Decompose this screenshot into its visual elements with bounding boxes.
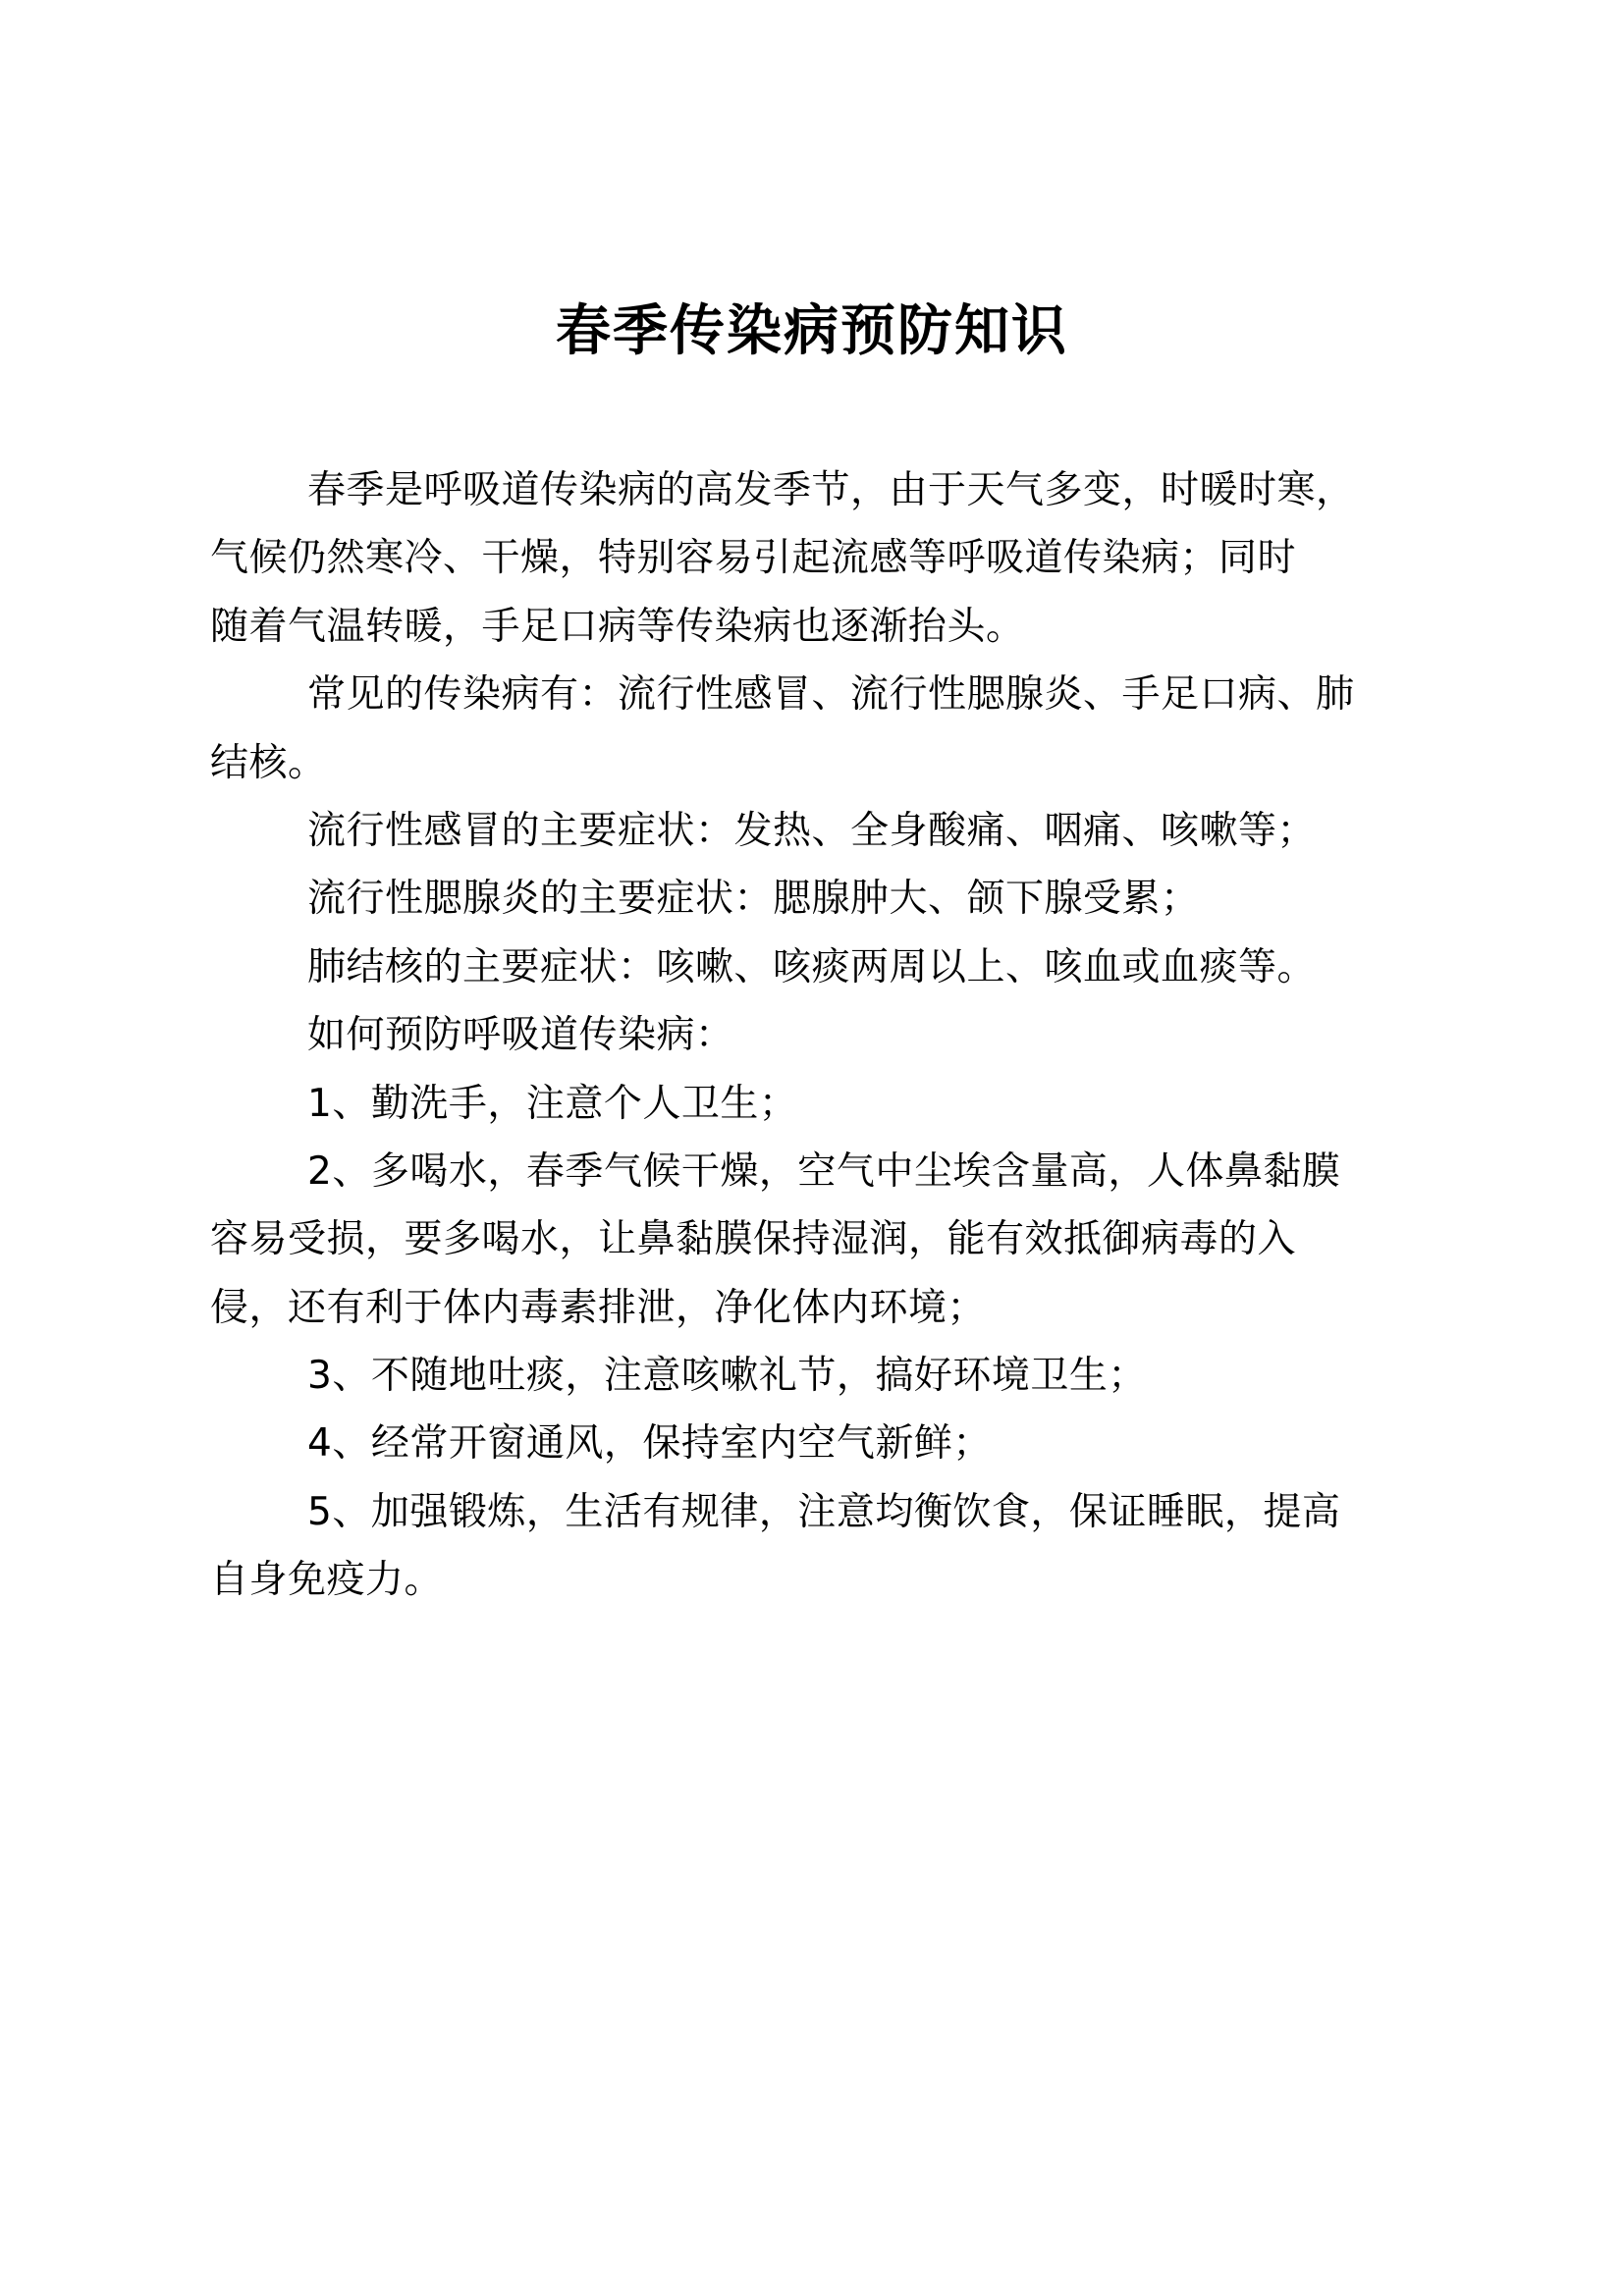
paragraph-line: 3、不随地吐痰，注意咳嗽礼节，搞好环境卫生； [307,1354,1147,1399]
document-body [210,456,1428,1615]
list-item-2 [210,1138,1428,1342]
paragraph-line: 1、勤洗手，注意个人卫生； [307,1081,798,1126]
paragraph-line: 4、经常开窗通风，保持室内空气新鲜； [307,1421,992,1467]
paragraph-line: 流行性感冒的主要症状：发热、全身酸痛、咽痛、咳嗽等； [307,808,1317,853]
list-item-1 [210,1070,1428,1138]
paragraph-line: 容易受损，要多喝水，让鼻黏膜保持湿润，能有效抵御病毒的入 [210,1217,1297,1262]
paragraph-line: 气候仍然寒冷、干燥，特别容易引起流感等呼吸道传染病；同时 [210,536,1297,581]
paragraph-line: 结核。 [210,740,327,785]
paragraph-line: 2、多喝水，春季气候干燥，空气中尘埃含量高，人体鼻黏膜 [307,1148,1341,1194]
paragraph-line: 自身免疫力。 [210,1558,444,1603]
paragraph-tb-symptoms [210,934,1428,1001]
list-item-5 [210,1478,1428,1615]
paragraph-line: 常见的传染病有：流行性感冒、流行性腮腺炎、手足口病、肺 [307,672,1355,718]
paragraph-line: 随着气温转暖，手足口病等传染病也逐渐抬头。 [210,604,1025,649]
paragraph-line: 肺结核的主要症状：咳嗽、咳痰两周以上、咳血或血痰等。 [307,944,1317,989]
paragraph-intro [210,456,1428,661]
paragraph-line: 春季是呼吸道传染病的高发季节，由于天气多变，时暖时寒， [307,468,1355,512]
paragraph-line: 侵，还有利于体内毒素排泄，净化体内环境； [210,1285,987,1330]
paragraph-line: 5、加强锻炼，生活有规律，注意均衡饮食，保证睡眠，提高 [307,1489,1341,1534]
paragraph-common-diseases [210,661,1428,797]
list-item-3 [210,1342,1428,1410]
paragraph-prevention-heading [210,1001,1428,1069]
paragraph-line: 流行性腮腺炎的主要症状：腮腺肿大、颌下腺受累； [307,877,1200,922]
paragraph-flu-symptoms [210,797,1428,865]
paragraph-line: 如何预防呼吸道传染病： [307,1013,734,1058]
document-title: 春季传染病预防知识 [556,299,1068,363]
paragraph-mumps-symptoms [210,865,1428,933]
list-item-4 [210,1410,1428,1477]
